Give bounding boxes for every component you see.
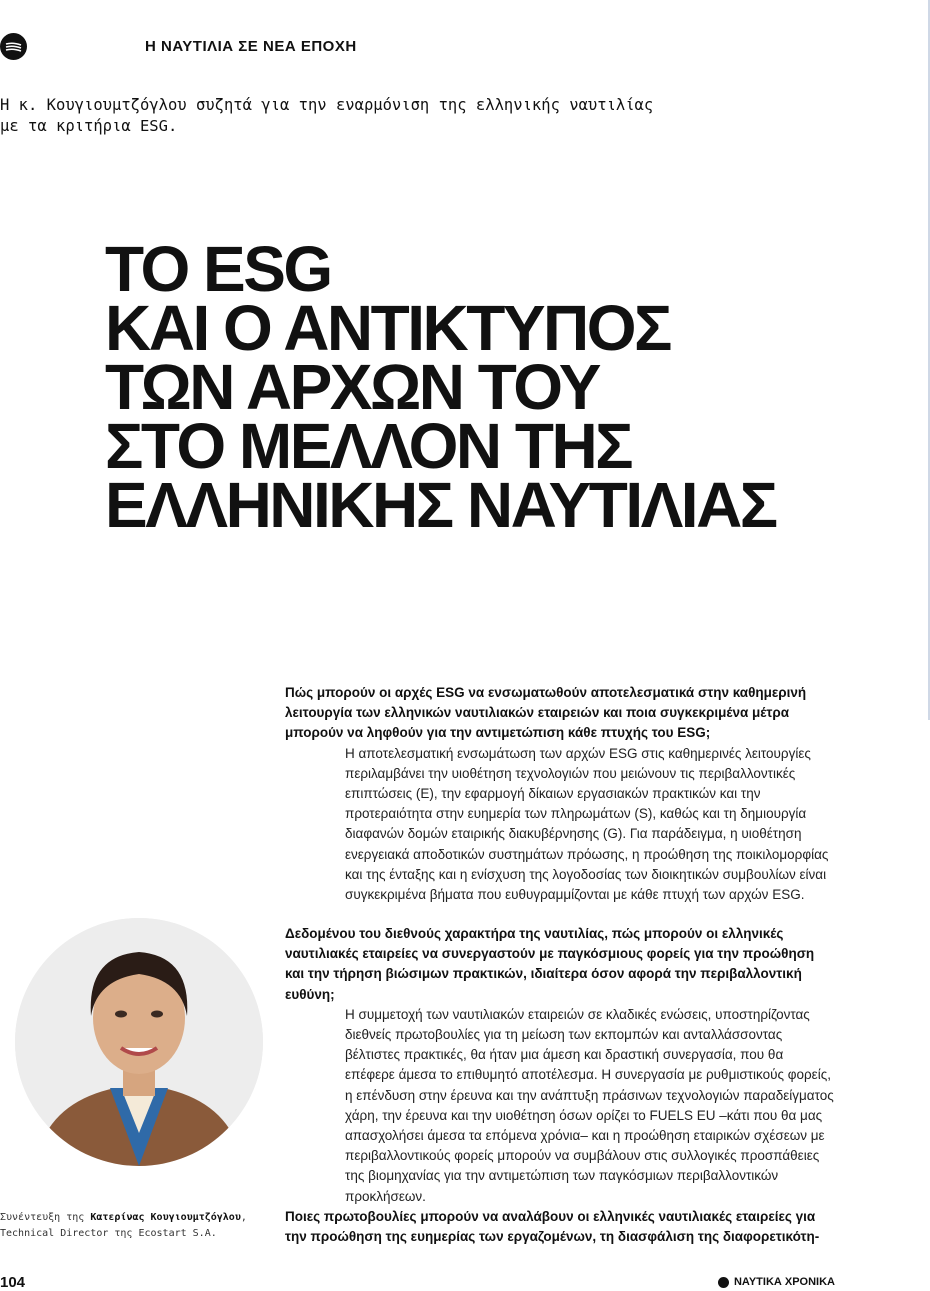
interviewee-portrait (15, 918, 263, 1166)
interview-answer: Η συμμετοχή των ναυτιλιακών εταιρειών σε κλαδικές ενώσεις, υποστηρίζοντας διεθνείς πρωτοβουλίες για τη μείωση των εκπομπών και ανταλλάσσοντας βέλτιστες πρακτικές, θα ήταν μια άμεση και δραστική συνεργασία, που θα επέφερε άμεσα το επιθυμητό αποτέλεσμα. Η συνεργασία με ρυθμιστικούς φορείς, η επένδυση στην έρευνα και την ανάπτυξη πράσινων τεχνολογιών παραδείγματος χάρη, την έρευνα και την υιοθέτηση όσων ορίζει το FUELS EU –κάτι που θα μας απασχολήσει άμεσα τα επόμενα χρόνια– και η προώθηση εταιρικών σχέσεων με περιβαλλοντικούς φορείς μπορούν να συμβάλουν στις συλλογικές προσπάθειες της βιομηχανίας για την αντιμετώπιση των παγκόσμιων περιβαλλοντικών προκλήσεων. (345, 1006, 834, 1204)
headline-line: ΚΑΙ Ο ΑΝΤΙΚΤΥΠΟΣ (105, 292, 670, 364)
caption-role: Technical Director της Ecostart S.A. (0, 1228, 217, 1239)
portrait-illustration (15, 918, 263, 1166)
photo-caption (0, 1210, 280, 1242)
page-number: 104 (0, 1274, 26, 1291)
magazine-name: ΝΑΥΤΙΚΑ ΧΡΟΝΙΚΑ (733, 1276, 835, 1288)
magazine-footer (718, 1276, 835, 1288)
interview-question: Δεδομένου του διεθνούς χαρακτήρα της ναυτιλίας, πώς μπορούν οι ελληνικές ναυτιλιακές εταιρείες να συνεργαστούν με παγκόσμιους φορείς για την προώθηση και την τήρηση βιώσιμων πρακτικών, ιδιαίτερα όσον αφορά την περιβαλλοντική ευθύνη; (285, 926, 815, 1002)
magazine-logo-icon (0, 33, 27, 60)
headline-line: ΤΩΝ ΑΡΧΩΝ ΤΟΥ (105, 351, 599, 423)
headline-line: ΤΟ ESG (105, 233, 331, 305)
caption-name: Κατερίνας Κουγιουμτζόγλου (90, 1212, 241, 1223)
caption-suffix: , (240, 1212, 247, 1223)
section-title: Η ΝΑΥΤΙΛΙΑ ΣΕ ΝΕΑ ΕΠΟΧΗ (145, 38, 357, 55)
interview-question: Ποιες πρωτοβουλίες μπορούν να αναλάβουν οι ελληνικές ναυτιλιακές εταιρείες για την προώθηση της ευημερίας των εργαζομένων, τη διασφάλιση της διαφορετικότη- (285, 1209, 820, 1245)
interview-answer: Η αποτελεσματική ενσωμάτωση των αρχών ESG στις καθημερινές λειτουργίες περιλαμβάνει την υιοθέτηση τεχνολογιών που μειώνουν τις περιβαλλοντικές επιπτώσεις (E), την εφαρμογή δίκαιων εργασιακών πρακτικών και την προτεραιότητα στην ευημερία των πληρωμάτων (S), καθώς και τη δημιουργία διαφανών δομών εταιρικής διακυβέρνησης (G). Για παράδειγμα, η υιοθέτηση ενεργειακά αποδοτικών συστημάτων πρόωσης, η προώθηση της ποικιλομορφίας και της ένταξης και η ενίσχυση της λογοδοσίας των διοικητικών συμβουλίων είναι συγκεκριμένα βήματα που ευθυγραμμίζονται με κάθε πτυχή των αρχών ESG. (345, 745, 829, 903)
caption-prefix: Συνέντευξη της (0, 1212, 85, 1223)
lede-text: Η κ. Κουγιουμτζόγλου συζητά για την εναρμόνιση της ελληνικής ναυτιλίας με τα κριτήρια ESG. (0, 96, 654, 135)
magazine-logo-icon (718, 1277, 729, 1288)
headline (105, 233, 865, 541)
interview-question: Πώς μπορούν οι αρχές ESG να ενσωματωθούν αποτελεσματικά στην καθημερινή λειτουργία των ελληνικών ναυτιλιακών εταιρειών και ποια συγκεκριμένα μέτρα μπορούν να ληφθούν για την αντιμετώπιση κάθε πτυχής του ESG; (285, 685, 807, 741)
wave-lines-icon (5, 42, 22, 52)
interview-question-block (285, 1207, 835, 1247)
interview-question-block (285, 683, 835, 905)
headline-line: ΕΛΛΗΝΙΚΗΣ ΝΑΥΤΙΛΙΑΣ (105, 469, 776, 541)
headline-line: ΣΤΟ ΜΕΛΛΟΝ ΤΗΣ (105, 410, 632, 482)
interview-question-block (285, 924, 835, 1207)
